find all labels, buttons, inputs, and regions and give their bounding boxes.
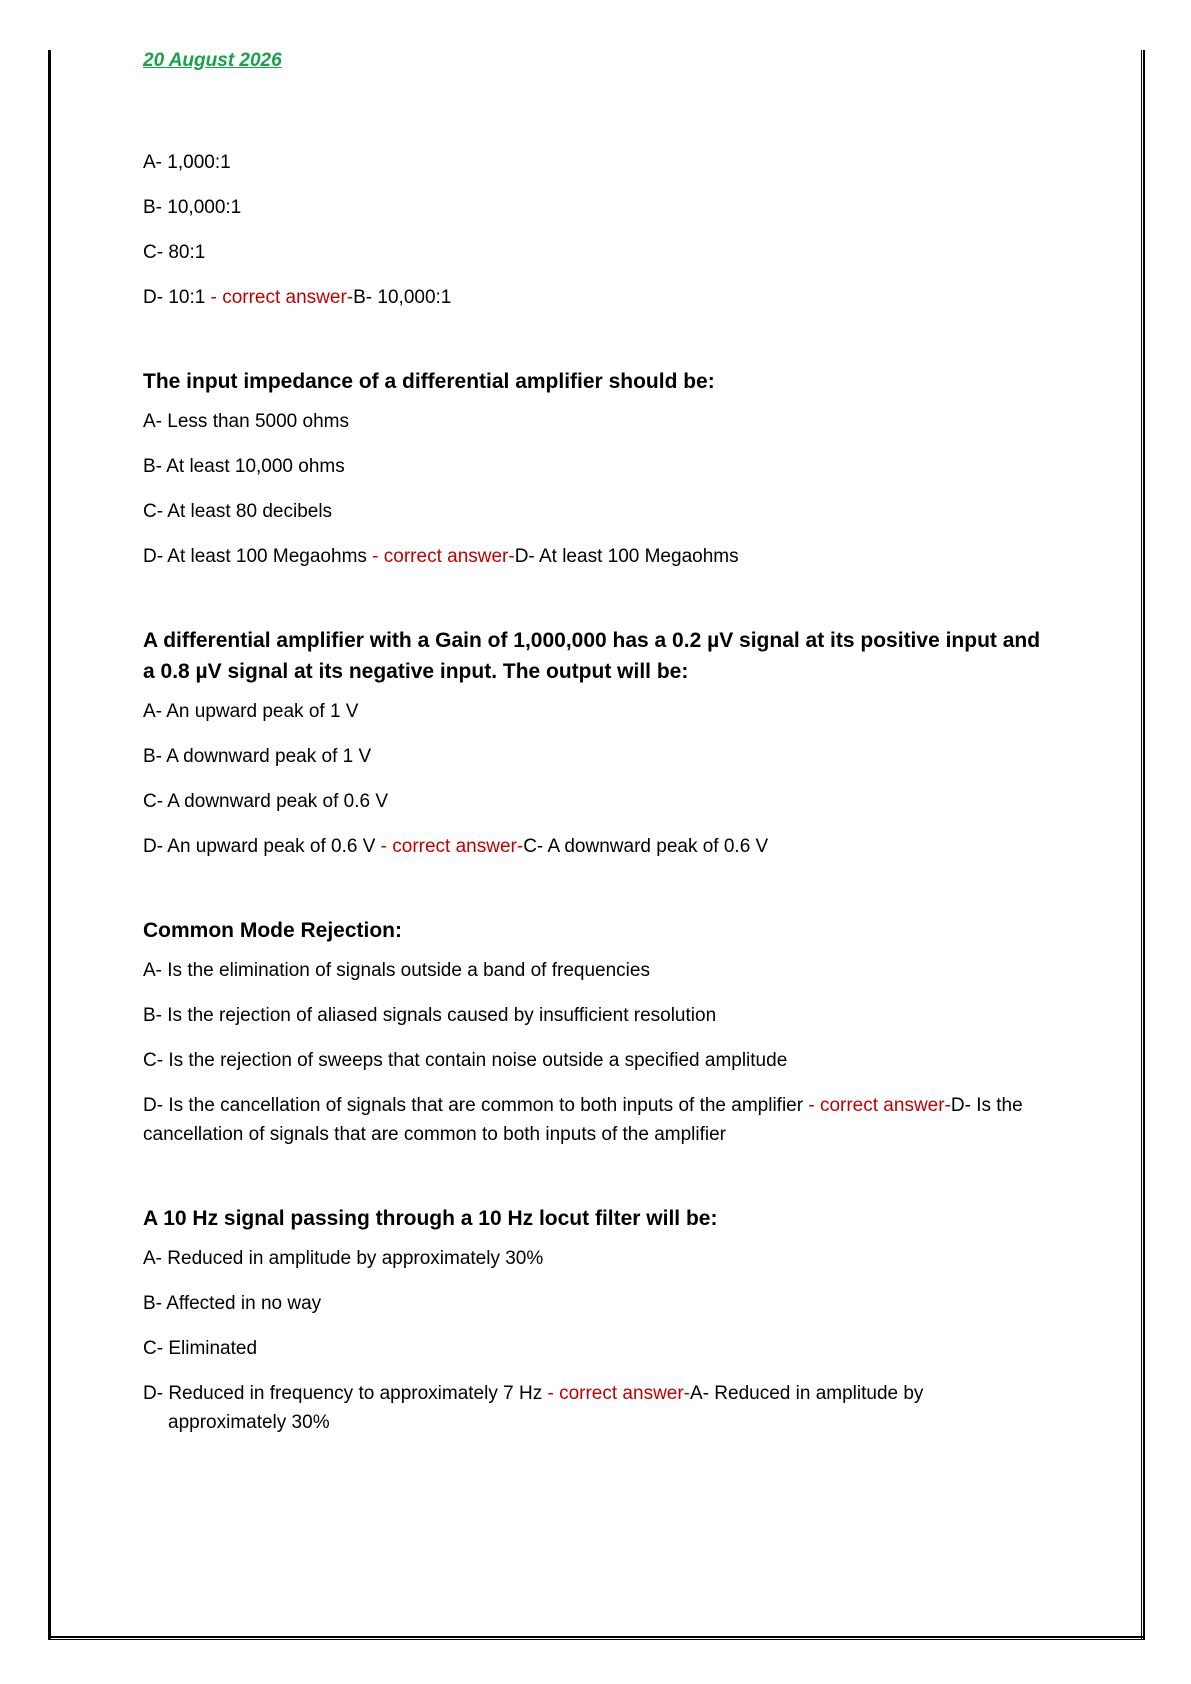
option-c: C- Eliminated xyxy=(143,1338,258,1359)
option-d: D- Is the cancellation of signals that are common to both inputs of the amplifier xyxy=(143,1095,804,1116)
option-d-with-answer xyxy=(143,1091,1043,1149)
option-b: B- A downward peak of 1 V xyxy=(143,746,372,767)
correct-answer-label: - correct answer- xyxy=(542,1383,691,1404)
option-d: D- 10:1 xyxy=(143,287,206,308)
question-text: The input impedance of a differential amplifier should be: xyxy=(143,370,715,393)
option-d-with-answer xyxy=(143,542,1043,571)
correct-answer-label: - correct answer- xyxy=(375,836,524,857)
option-d-with-answer xyxy=(143,832,1043,861)
option-b: B- At least 10,000 ohms xyxy=(143,456,345,477)
correct-answer: A- Reduced in amplitude by approximately 30% xyxy=(168,1383,924,1433)
option-d-with-answer xyxy=(143,1379,1043,1437)
option-a: A- Is the elimination of signals outside a band of frequencies xyxy=(143,960,650,981)
option-c: C- 80:1 xyxy=(143,242,206,263)
correct-answer-label: - correct answer- xyxy=(803,1095,951,1116)
page-border-bottom xyxy=(48,1636,1145,1640)
option-b: B- Is the rejection of aliased signals caused by insufficient resolution xyxy=(143,1005,717,1026)
question-block xyxy=(143,366,1043,571)
option-a: A- An upward peak of 1 V xyxy=(143,701,359,722)
question-text: A 10 Hz signal passing through a 10 Hz locut filter will be: xyxy=(143,1207,718,1230)
option-a: A- Less than 5000 ohms xyxy=(143,411,349,432)
question-text: Common Mode Rejection: xyxy=(143,919,403,942)
correct-answer: D- At least 100 Megaohms xyxy=(514,546,739,567)
correct-answer: B- 10,000:1 xyxy=(353,287,452,308)
option-d-with-answer xyxy=(143,283,1043,312)
option-c: C- At least 80 decibels xyxy=(143,501,333,522)
question-block xyxy=(143,148,1043,312)
option-c: C- A downward peak of 0.6 V xyxy=(143,791,389,812)
question-block xyxy=(143,1203,1043,1437)
correct-answer: D- Is the cancellation of signals that are common to both inputs of the amplifier xyxy=(143,1095,1023,1145)
correct-answer-label: - correct answer- xyxy=(205,287,354,308)
page-border-left xyxy=(48,50,51,1640)
option-a: A- 1,000:1 xyxy=(143,152,231,173)
option-c: C- Is the rejection of sweeps that contain noise outside a specified amplitude xyxy=(143,1050,788,1071)
page-border-right xyxy=(1141,50,1145,1640)
option-d: D- An upward peak of 0.6 V xyxy=(143,836,376,857)
page-date: 20 August 2026 xyxy=(143,50,282,71)
correct-answer: C- A downward peak of 0.6 V xyxy=(523,836,769,857)
question-list xyxy=(143,148,1043,1453)
option-a: A- Reduced in amplitude by approximately 30% xyxy=(143,1248,544,1269)
question-text: A differential amplifier with a Gain of 1,000,000 has a 0.2 µV signal at its positive input and a 0.8 µV signal at its negative input. The output will be: xyxy=(143,629,1041,683)
question-block xyxy=(143,915,1043,1149)
question-block xyxy=(143,625,1043,861)
option-b: B- 10,000:1 xyxy=(143,197,242,218)
correct-answer-label: - correct answer- xyxy=(366,546,515,567)
option-d: D- At least 100 Megaohms xyxy=(143,546,367,567)
option-b: B- Affected in no way xyxy=(143,1293,322,1314)
option-d: D- Reduced in frequency to approximately 7 Hz xyxy=(143,1383,543,1404)
